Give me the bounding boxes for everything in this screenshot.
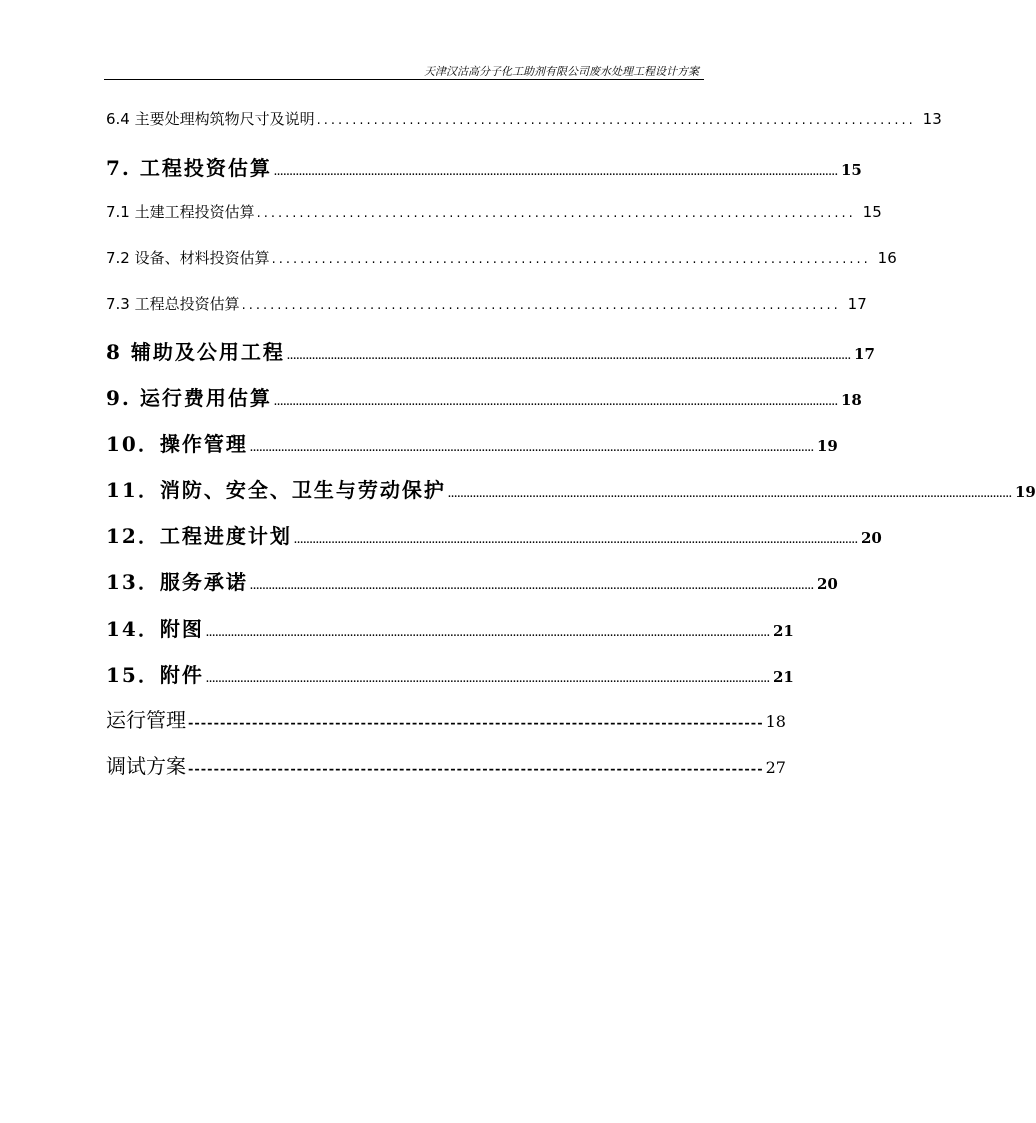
- toc-entry-page: 20: [860, 529, 882, 547]
- toc-entry-title: 8 辅助及公用工程: [106, 340, 285, 364]
- toc-entry[interactable]: [106, 750, 786, 779]
- toc-entry-page: 18: [765, 712, 786, 731]
- toc-entry-page: 17: [854, 345, 875, 363]
- toc-entry-title: 14．附图: [106, 617, 204, 641]
- toc-entry-page: 21: [772, 668, 794, 686]
- toc-entry[interactable]: [106, 659, 794, 688]
- toc-leader: ....................................................................................................................................................................................: [273, 398, 838, 408]
- toc-entry-title: 运行管理: [106, 708, 186, 732]
- toc-leader: ....................................................................................................................................................................................: [249, 582, 814, 592]
- toc-entry[interactable]: [106, 336, 875, 365]
- toc-entry-page: 15: [862, 203, 882, 221]
- toc-entry-title: 6.4 主要处理构筑物尺寸及说明: [106, 110, 315, 128]
- toc-entry-title: 13．服务承诺: [106, 570, 248, 594]
- toc-leader: ....................................................................................................................................................................................: [293, 536, 858, 546]
- toc-entry[interactable]: [106, 428, 838, 457]
- toc-entry[interactable]: [106, 613, 794, 642]
- toc-entry-page: 17: [847, 295, 867, 313]
- toc-entry-title: 9. 运行费用估算: [106, 386, 272, 410]
- toc-leader: ....................................................................................: [241, 298, 841, 313]
- toc-entry-page: 19: [1014, 483, 1036, 501]
- toc-leader: ------------------------------------------------------------------------------------------: [188, 716, 764, 731]
- toc-entry-title: 7.1 土建工程投资估算: [106, 203, 255, 221]
- toc-leader: ....................................................................................................................................................................................: [205, 675, 770, 685]
- toc-entry-title: 7.3 工程总投资估算: [106, 295, 240, 313]
- toc-leader: ....................................................................................................................................................................................: [249, 444, 814, 454]
- toc-entry-title: 11．消防、安全、卫生与劳动保护: [106, 478, 446, 502]
- toc-leader: ------------------------------------------------------------------------------------------: [188, 762, 764, 777]
- toc-entry[interactable]: [106, 382, 862, 411]
- toc-leader: ....................................................................................................................................................................................: [286, 352, 851, 362]
- toc-leader: ....................................................................................: [256, 206, 856, 221]
- toc-leader: ....................................................................................................................................................................................: [447, 490, 1012, 500]
- toc-entry-page: 16: [877, 249, 897, 267]
- toc-entry-title: 7.2 设备、材料投资估算: [106, 249, 270, 267]
- toc-entry[interactable]: [106, 704, 786, 733]
- toc-entry-page: 20: [816, 575, 838, 593]
- toc-entry[interactable]: [106, 108, 942, 129]
- toc-leader: ....................................................................................: [271, 252, 871, 267]
- toc-leader: ....................................................................................................................................................................................: [273, 168, 838, 178]
- toc-entry-page: 19: [816, 437, 838, 455]
- toc-entry-title: 10．操作管理: [106, 432, 248, 456]
- toc-leader: ....................................................................................................................................................................................: [205, 629, 770, 639]
- toc-entry[interactable]: [106, 566, 838, 595]
- toc-entry[interactable]: [106, 293, 867, 314]
- toc-entry[interactable]: [106, 201, 882, 222]
- toc-entry-title: 12．工程进度计划: [106, 524, 292, 548]
- toc-entry-page: 27: [765, 758, 786, 777]
- toc-entry[interactable]: [106, 152, 862, 181]
- toc-entry-title: 15．附件: [106, 663, 204, 687]
- toc-entry-page: 18: [840, 391, 862, 409]
- toc-entry-page: 15: [840, 161, 862, 179]
- toc-leader: ....................................................................................: [316, 113, 916, 128]
- toc-entry-title: 7. 工程投资估算: [106, 156, 272, 180]
- toc-entry-page: 21: [772, 622, 794, 640]
- toc-entry-page: 13: [922, 110, 942, 128]
- toc-entry[interactable]: [106, 474, 1036, 503]
- toc-entry[interactable]: [106, 520, 882, 549]
- running-header: 天津汉沽高分子化工助剂有限公司废水处理工程设计方案: [424, 65, 699, 78]
- toc-entry-title: 调试方案: [106, 754, 186, 778]
- header-rule: [104, 79, 704, 80]
- toc-entry[interactable]: [106, 247, 897, 268]
